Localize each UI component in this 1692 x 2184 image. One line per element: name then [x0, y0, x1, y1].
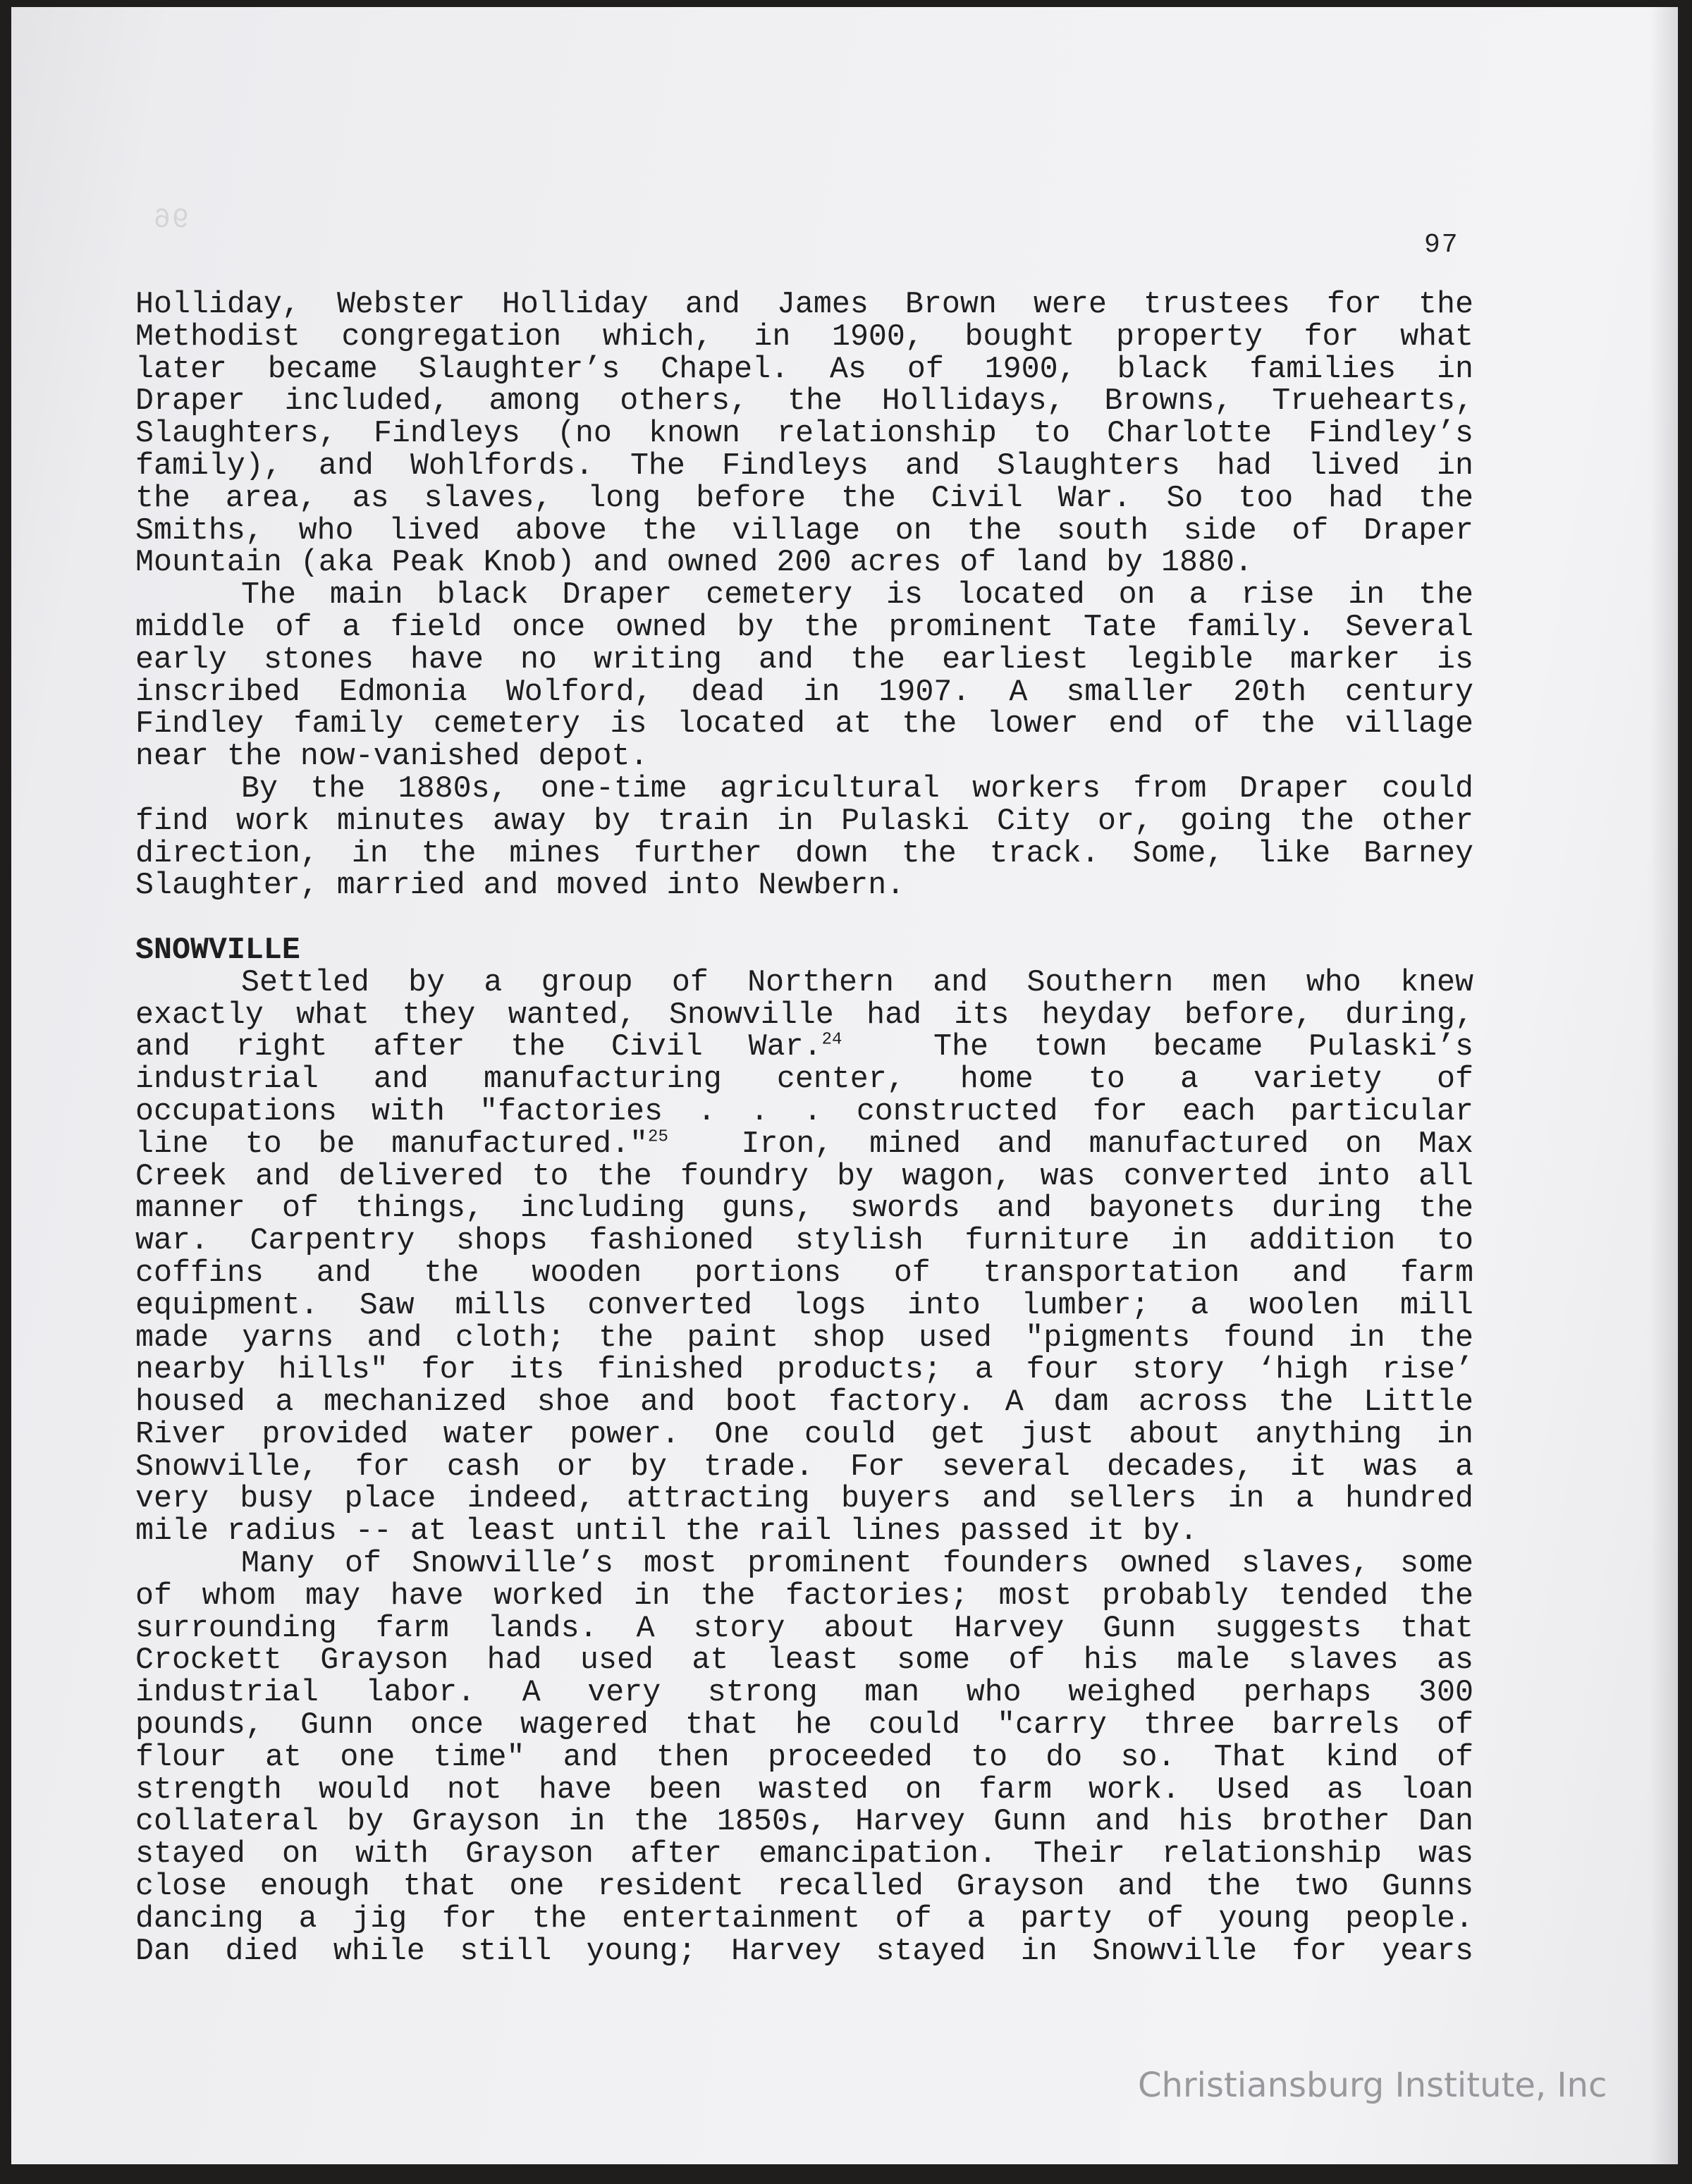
text-fragment: line to be manufactured.": [135, 1127, 649, 1162]
text-line: industrial labor. A very strong man who weighed perhaps 300: [135, 1676, 1473, 1711]
text-line: flour at one time" and then proceeded to do so. That kind of: [135, 1740, 1473, 1775]
text-line: stayed on with Grayson after emancipation. Their relationship was: [135, 1837, 1473, 1872]
text-line: close enough that one resident recalled Grayson and the two Gunns: [135, 1870, 1473, 1905]
text-line: housed a mechanized shoe and boot factory. A dam across the Little: [135, 1385, 1473, 1421]
text-line: war. Carpentry shops fashioned stylish furniture in addition to: [135, 1224, 1473, 1259]
paragraph-gap: [135, 902, 1473, 935]
text-line: Methodist congregation which, in 1900, bought property for what: [135, 319, 1473, 355]
paragraph: [135, 289, 1473, 579]
text-line: industrial and manufacturing center, home to a variety of: [135, 1062, 1473, 1098]
text-line: Dan died while still young; Harvey stayed in Snowville for years: [135, 1934, 1473, 1969]
paragraph: [135, 1548, 1473, 1968]
text-line: Settled by a group of Northern and Southern men who knew: [241, 965, 1473, 1000]
text-line: the area, as slaves, long before the Civil War. So too had the: [135, 481, 1473, 516]
text-line: Smiths, who lived above the village on the south side of Draper: [135, 513, 1473, 548]
text-line: early stones have no writing and the earliest legible marker is: [135, 642, 1473, 677]
text-line: near the now-vanished depot.: [135, 740, 649, 775]
text-line: Many of Snowville’s most prominent founders owned slaves, some: [241, 1547, 1473, 1582]
section-heading: SNOWVILLE: [135, 933, 300, 968]
text-line: Findley family cemetery is located at the lower end of the village: [135, 707, 1473, 742]
text-fragment: The town became Pulaski’s: [842, 1030, 1473, 1065]
text-line: later became Slaughter’s Chapel. As of 1900, black families in: [135, 352, 1473, 387]
text-line: inscribed Edmonia Wolford, dead in 1907. A smaller 20th century: [135, 675, 1473, 710]
text-line: coffins and the wooden portions of transportation and farm: [135, 1256, 1473, 1291]
text-line: Snowville, for cash or by trade. For several decades, it was a: [135, 1449, 1473, 1485]
text-line: strength would not have been wasted on farm work. Used as loan: [135, 1772, 1473, 1808]
footnote-marker: 25: [648, 1127, 668, 1147]
watermark: Christiansburg Institute, Inc: [1138, 2066, 1607, 2105]
text-fragment: Iron, mined and manufactured on Max: [668, 1127, 1473, 1162]
text-line: Creek and delivered to the foundry by wagon, was converted into all: [135, 1159, 1473, 1194]
paragraph: [135, 773, 1473, 902]
text-line: manner of things, including guns, swords and bayonets during the: [135, 1191, 1473, 1227]
text-line: occupations with "factories . . . constructed for each particular: [135, 1094, 1473, 1129]
text-line: collateral by Grayson in the 1850s, Harvey Gunn and his brother Dan: [135, 1805, 1473, 1840]
text-line: surrounding farm lands. A story about Harvey Gunn suggests that: [135, 1611, 1473, 1646]
footnote-marker: 24: [821, 1030, 842, 1050]
text-line: exactly what they wanted, Snowville had its heyday before, during,: [135, 998, 1473, 1033]
text-line: River provided water power. One could get just about anything in: [135, 1417, 1473, 1452]
paragraph: [135, 967, 1473, 1548]
text-line: Mountain (aka Peak Knob) and owned 200 acres of land by 1880.: [135, 546, 1253, 581]
text-line: direction, in the mines further down the track. Some, like Barney: [135, 836, 1473, 871]
text-line: mile radius -- at least until the rail lines passed it by.: [135, 1514, 1198, 1550]
text-line: family), and Wohlfords. The Findleys and Slaughters had lived in: [135, 448, 1473, 484]
text-line: find work minutes away by train in Pulaski City or, going the other: [135, 804, 1473, 839]
text-line: The main black Draper cemetery is located on a rise in the: [241, 578, 1473, 613]
body-text: [135, 289, 1473, 1968]
text-fragment: and right after the Civil War.: [135, 1030, 822, 1065]
text-line: of whom may have worked in the factories; most probably tended the: [135, 1578, 1473, 1614]
text-line: By the 1880s, one-time agricultural workers from Draper could: [241, 771, 1473, 806]
text-line: very busy place indeed, attracting buyers and sellers in a hundred: [135, 1482, 1473, 1517]
text-line: [135, 1129, 1473, 1161]
text-line: [135, 1031, 1473, 1064]
text-line: dancing a jig for the entertainment of a party of young people.: [135, 1901, 1473, 1937]
document-page: [11, 7, 1678, 2164]
text-line: made yarns and cloth; the paint shop used "pigments found in the: [135, 1320, 1473, 1356]
text-line: Holliday, Webster Holliday and James Brown were trustees for the: [135, 288, 1473, 322]
text-line: middle of a field once owned by the prominent Tate family. Several: [135, 610, 1473, 645]
text-line: pounds, Gunn once wagered that he could "carry three barrels of: [135, 1708, 1473, 1743]
paragraph: [135, 579, 1473, 773]
text-line: nearby hills" for its finished products; a four story ‘high rise’: [135, 1353, 1473, 1388]
page-number: 97: [1424, 230, 1459, 260]
text-line: Draper included, among others, the Hollidays, Browns, Truehearts,: [135, 384, 1473, 419]
text-line: Crockett Grayson had used at least some of his male slaves as: [135, 1643, 1473, 1679]
text-line: Slaughters, Findleys (no known relationship to Charlotte Findley’s: [135, 417, 1473, 452]
text-line: equipment. Saw mills converted logs into lumber; a woolen mill: [135, 1288, 1473, 1323]
text-line: Slaughter, married and moved into Newbern.: [135, 869, 905, 904]
bleed-through-page-number: 96: [152, 204, 190, 236]
